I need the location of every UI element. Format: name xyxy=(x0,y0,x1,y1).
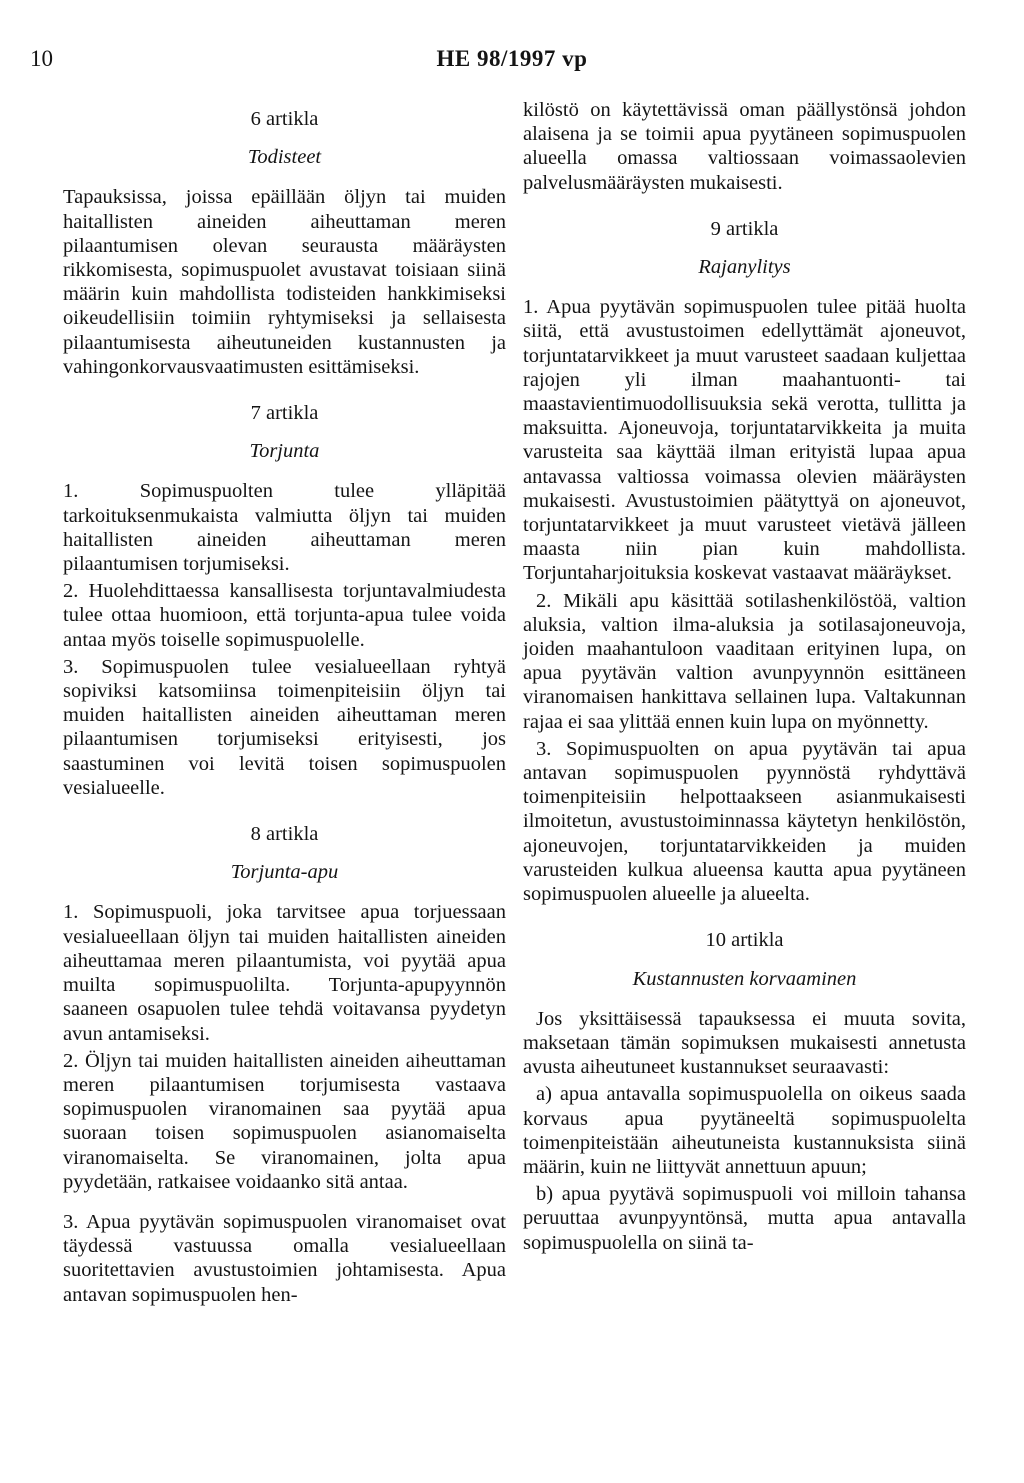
left-column xyxy=(63,98,506,1310)
article-8-paragraph-3: 3. Apua pyytävän sopimuspuolen viranomaiset ovat täydessä vastuussa omalla vesialueellaan suoritettavien avustustoimien johtamisesta. Apua antavan sopimuspuolen hen- xyxy=(63,1210,506,1306)
article-6-paragraph: Tapauksissa, joissa epäillään öljyn tai muiden haitallisten aineiden aiheuttaman meren pilaantumisen olevan seurausta määräysten rikkomisesta, sopimuspuolet avustavat toisiaan siinä määrin kuin mahdollista todisteiden hankkimiseksi oikeudellisiin toimiin ryhtymiseksi ja sellaisesta pilaantumisesta aiheutuneiden kustannusten ja vahingonkorvausvaatimusten esittämiseksi. xyxy=(63,186,506,378)
article-7-heading: 7 artikla xyxy=(250,402,319,425)
article-6-subheading: Todisteet xyxy=(247,146,322,169)
document-identifier: HE 98/1997 vp xyxy=(436,46,588,71)
article-8-subheading: Torjunta-apu xyxy=(230,861,339,884)
article-10-paragraph: Jos yksittäisessä tapauksessa ei muuta sovita, maksetaan tämän sopimuksen mukaisesti annetusta avusta aiheutuneet kustannukset seuraavasti: xyxy=(523,1007,966,1079)
article-7-subheading: Torjunta xyxy=(249,440,320,463)
article-9-paragraph-2: 2. Mikäli apu käsittää sotilashenkilöstöä, valtion aluksia, valtion ilma-aluksia ja sotilasajoneuvoja, joiden maahantuloon vaaditaan erityinen lupa, on apua pyytävän valtion avunpyynnön esittäneen viranomaisen hankittava sellainen lupa. Valtakunnan rajaa ei saa ylittää ennen kuin lupa on myönnetty. xyxy=(523,589,966,733)
article-7-paragraph-2: 2. Huolehdittaessa kansallisesta torjuntavalmiudesta tulee ottaa huomioon, että torjunta-apua tulee voida antaa myös toiselle sopimuspuolelle. xyxy=(63,580,506,651)
article-10-subheading: Kustannusten korvaaminen xyxy=(632,967,857,990)
article-8-paragraph-3-continued: kilöstö on käytettävissä oman päällystönsä johdon alaisena ja se toimii apua pyytäneen sopimuspuolen alueella omassa valtiossaan voimassaolevien palvelusmääräysten mukaisesti. xyxy=(523,99,966,194)
article-10-item-b: b) apua pyytävä sopimuspuoli voi milloin tahansa peruuttaa avunpyyntönsä, mutta apua antavalla sopimuspuolella on siinä ta- xyxy=(523,1183,966,1254)
article-9-paragraph-1: 1. Apua pyytävän sopimuspuolen tulee pitää huolta siitä, että avustustoimen edellyttämät ajoneuvot, torjuntatarvikkeet ja muut varusteet saadaan kuljettaa rajojen yli ilman maahantuonti- tai maastavientimuodollisuuksia sekä verotta, tullitta ja maksuitta. Ajoneuvoja, torjuntatarvikkeita ja muita varusteita saa käyttää ilman erityistä lupaa apua antavassa valtiossa voimassa olevien määräysten mukaisesti. Avustustoimien päätyttyä on ajoneuvot, torjuntatarvikkeet ja muut varusteet vietävä jälleen maasta niin pian kuin mahdollista. Torjuntaharjoituksia koskevat vastaavat määräykset. xyxy=(523,296,966,585)
article-7-paragraph-3: 3. Sopimuspuolen tulee vesialueellaan ryhtyä sopiviksi katsomiinsa toimenpiteisiin öljyn tai muiden haitallisten aineiden aiheuttaman meren pilaantumisen torjumiseksi erityisesti, jos saastuminen voi levitä toisen sopimuspuolen vesialueelle. xyxy=(63,655,506,799)
article-10-heading: 10 artikla xyxy=(705,929,784,952)
article-9-paragraph-3: 3. Sopimuspuolten on apua pyytävän tai apua antavan sopimuspuolen pyynnöstä ryhdyttävä toimenpiteisiin helpottaakseen asianmukaisesti ilmoitetun, avustustoiminnassa käytetyn henkilöstön, ajoneuvojen, torjuntatarvikkeiden ja muiden varusteiden kulkua alueensa kautta apua pyytäneen sopimuspuolen alueelle ja alueelta. xyxy=(523,737,966,906)
article-8-heading: 8 artikla xyxy=(250,823,319,846)
article-9-subheading: Rajanylitys xyxy=(698,256,791,279)
article-8-paragraph-2: 2. Öljyn tai muiden haitallisten aineiden aiheuttaman meren pilaantumisen torjumisesta vastaava sopimuspuolen viranomainen saa pyytää apua suoraan toisen sopimuspuolen asianomaiselta viranomaiselta. Se viranomainen, jolta apua pyydetään, ratkaisee voidaanko sitä antaa. xyxy=(63,1049,506,1193)
article-9-heading: 9 artikla xyxy=(710,217,779,240)
article-10-item-a: a) apua antavalla sopimuspuolella on oikeus saada korvaus apua pyytäneeltä sopimuspuolelta toimenpiteistään aiheutuneista kustannuksista siinä määrin, kuin ne liittyvät annettuun apuun; xyxy=(523,1083,966,1178)
article-8-paragraph-1: 1. Sopimuspuoli, joka tarvitsee apua torjuessaan vesialueellaan öljyn tai muiden haitallisten aineiden aiheuttamaa meren pilaantumista, voi pyytää apua muilta sopimuspuolilta. Torjunta-apupyynnön saaneen osapuolen tulee tehdä voitavansa pyydetyn avun antamiseksi. xyxy=(63,901,506,1045)
page-number: 10 xyxy=(30,46,53,71)
article-7-paragraph-1: 1. Sopimuspuolten tulee ylläpitää tarkoituksenmukaista valmiutta öljyn tai muiden haitallisten aineiden aiheuttaman meren pilaantumisen torjumiseksi. xyxy=(63,480,506,576)
right-column xyxy=(523,98,966,1258)
article-6-heading: 6 artikla xyxy=(250,108,319,130)
